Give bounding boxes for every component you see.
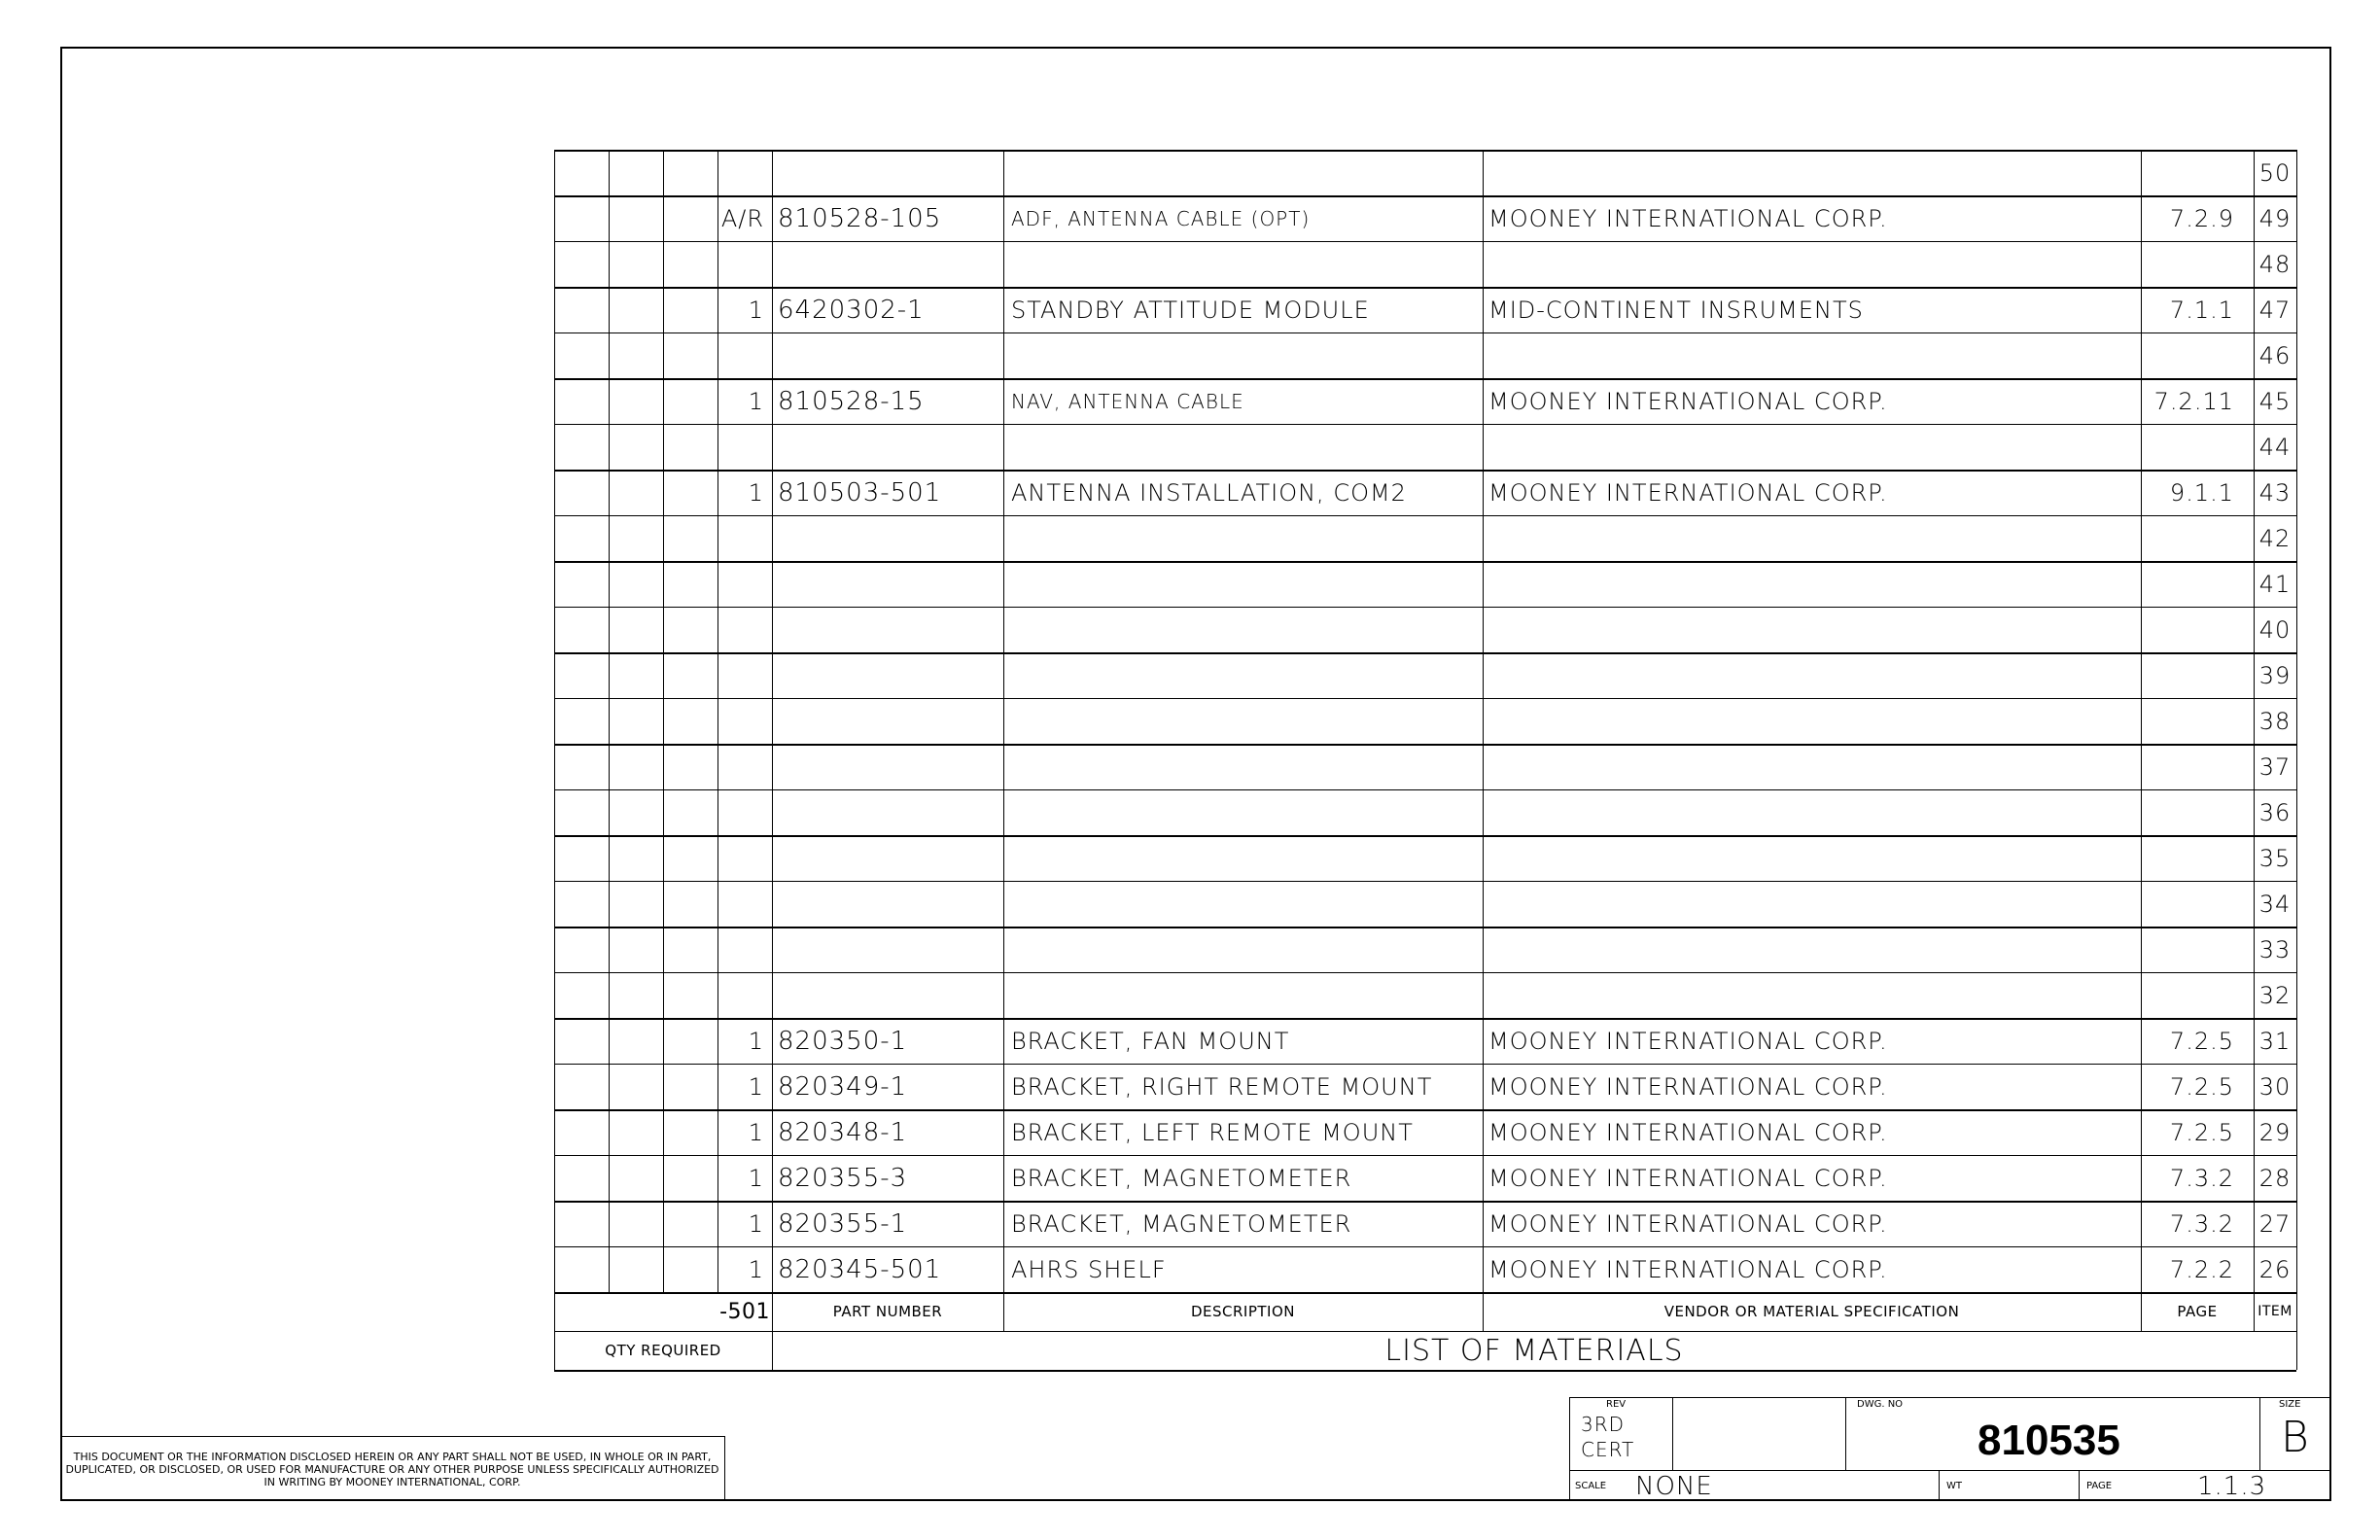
bom-vendor-cell: MOONEY INTERNATIONAL CORP. xyxy=(1488,1027,1888,1055)
list-of-materials-title: LIST OF MATERIALS xyxy=(1384,1333,1684,1368)
bom-desc-cell: BRACKET, FAN MOUNT xyxy=(1011,1027,1290,1055)
bom-desc-cell: AHRS SHELF xyxy=(1011,1255,1167,1283)
bom-item-cell: 44 xyxy=(2258,433,2292,461)
bom-item-cell: 47 xyxy=(2258,296,2292,324)
rev-label: REV xyxy=(1606,1399,1627,1410)
bom-part-cell xyxy=(772,652,1003,698)
bom-vendor-cell: MOONEY INTERNATIONAL CORP. xyxy=(1488,204,1888,232)
table-bottom-border xyxy=(554,1370,2296,1372)
bom-qty-cell: 1 xyxy=(748,478,764,507)
bom-desc-cell xyxy=(1003,150,1483,195)
bom-desc-cell: BRACKET, MAGNETOMETER xyxy=(1011,1209,1352,1238)
bom-desc-cell xyxy=(1003,332,1483,378)
bom-page-cell xyxy=(2141,789,2254,835)
header-dash-number: -501 xyxy=(719,1299,770,1324)
bom-desc-cell xyxy=(1003,881,1483,927)
bom-vendor-cell xyxy=(1483,881,2141,927)
bom-page-cell: 7.3.2 xyxy=(2169,1164,2234,1192)
bom-item-cell: 30 xyxy=(2258,1072,2292,1101)
bom-part-cell xyxy=(772,835,1003,881)
bom-part-cell xyxy=(772,927,1003,972)
bom-desc-cell: ANTENNA INSTALLATION, COM2 xyxy=(1011,478,1407,507)
bom-page-cell xyxy=(2141,652,2254,698)
bom-item-cell: 39 xyxy=(2258,661,2292,689)
bom-page-cell xyxy=(2141,241,2254,287)
bom-part-cell: 820350-1 xyxy=(778,1026,908,1056)
bom-vendor-cell xyxy=(1483,332,2141,378)
bom-page-cell xyxy=(2141,150,2254,195)
bom-page-cell: 7.2.9 xyxy=(2169,204,2234,232)
bom-desc-cell: STANDBY ATTITUDE MODULE xyxy=(1011,296,1370,324)
bom-qty-cell xyxy=(718,652,772,698)
header-item: ITEM xyxy=(2258,1304,2292,1319)
bom-part-cell xyxy=(772,607,1003,652)
bom-qty-cell: 1 xyxy=(748,296,764,324)
bom-vendor-cell xyxy=(1483,744,2141,789)
bom-part-cell: 820349-1 xyxy=(778,1071,908,1102)
column-separator xyxy=(609,150,610,1292)
bom-vendor-cell: MOONEY INTERNATIONAL CORP. xyxy=(1488,387,1888,415)
bom-desc-cell: ADF, ANTENNA CABLE (OPT) xyxy=(1011,206,1311,230)
bom-page-cell: 7.1.1 xyxy=(2169,296,2234,324)
header-page: PAGE xyxy=(2177,1303,2218,1320)
table-right-border xyxy=(2296,150,2297,1370)
tb-page-divider xyxy=(2079,1470,2080,1501)
bom-page-cell xyxy=(2141,835,2254,881)
bom-part-cell: 820355-3 xyxy=(778,1163,908,1193)
bom-item-cell: 48 xyxy=(2258,250,2292,278)
tb-left-line xyxy=(1569,1397,1570,1501)
size-value: B xyxy=(2281,1413,2310,1462)
bom-part-cell: 810503-501 xyxy=(778,477,942,508)
bom-vendor-cell xyxy=(1483,424,2141,470)
bom-qty-cell xyxy=(718,515,772,561)
bom-item-cell: 45 xyxy=(2258,387,2292,415)
bom-qty-cell xyxy=(718,424,772,470)
bom-item-cell: 50 xyxy=(2258,158,2292,187)
bom-qty-cell xyxy=(718,789,772,835)
bom-page-cell: 7.2.5 xyxy=(2169,1118,2234,1146)
bom-desc-cell xyxy=(1003,515,1483,561)
bom-qty-cell xyxy=(718,150,772,195)
bom-desc-cell: BRACKET, RIGHT REMOTE MOUNT xyxy=(1011,1072,1433,1101)
bom-desc-cell xyxy=(1003,835,1483,881)
bom-item-cell: 37 xyxy=(2258,752,2292,781)
bom-qty-cell: 1 xyxy=(748,1118,764,1146)
bom-item-cell: 26 xyxy=(2258,1255,2292,1283)
bom-qty-cell: 1 xyxy=(748,1209,764,1238)
bom-vendor-cell xyxy=(1483,927,2141,972)
bom-vendor-cell xyxy=(1483,972,2141,1018)
tb-dwg-divider xyxy=(1845,1397,1846,1470)
bom-item-cell: 36 xyxy=(2258,798,2292,826)
bom-page-cell xyxy=(2141,424,2254,470)
bom-vendor-cell xyxy=(1483,607,2141,652)
bom-part-cell xyxy=(772,424,1003,470)
bom-page-cell: 7.2.11 xyxy=(2153,387,2234,415)
tb-top-line xyxy=(1569,1397,2331,1398)
bom-qty-cell xyxy=(718,561,772,607)
bom-part-cell xyxy=(772,561,1003,607)
bom-page-cell xyxy=(2141,607,2254,652)
bom-vendor-cell: MOONEY INTERNATIONAL CORP. xyxy=(1488,478,1888,507)
bom-part-cell xyxy=(772,789,1003,835)
proprietary-notice xyxy=(60,1436,725,1501)
tb-mid-line xyxy=(1569,1470,2331,1471)
bom-page-cell: 9.1.1 xyxy=(2169,478,2234,507)
bom-vendor-cell xyxy=(1483,789,2141,835)
bom-page-cell xyxy=(2141,881,2254,927)
bom-vendor-cell xyxy=(1483,698,2141,744)
bom-qty-cell: A/R xyxy=(720,204,764,232)
bom-desc-cell xyxy=(1003,652,1483,698)
bom-vendor-cell: MOONEY INTERNATIONAL CORP. xyxy=(1488,1255,1888,1283)
title-block xyxy=(1569,1397,2331,1501)
bom-item-cell: 43 xyxy=(2258,478,2292,507)
bom-part-cell: 810528-15 xyxy=(778,386,925,416)
bom-page-cell xyxy=(2141,698,2254,744)
bom-qty-cell xyxy=(718,881,772,927)
list-of-materials-table xyxy=(554,150,2296,1368)
bom-part-cell xyxy=(772,150,1003,195)
bom-part-cell xyxy=(772,515,1003,561)
scale-label: SCALE xyxy=(1575,1481,1607,1491)
bom-part-cell xyxy=(772,881,1003,927)
bom-vendor-cell xyxy=(1483,561,2141,607)
bom-qty-cell xyxy=(718,332,772,378)
bom-vendor-cell: MID-CONTINENT INSRUMENTS xyxy=(1488,296,1864,324)
page-label: PAGE xyxy=(2086,1481,2113,1491)
size-label: SIZE xyxy=(2279,1399,2301,1410)
weight-label: WT xyxy=(1946,1481,1962,1491)
bom-desc-cell xyxy=(1003,927,1483,972)
header-description: DESCRIPTION xyxy=(1190,1303,1296,1320)
column-separator xyxy=(663,150,664,1292)
bom-qty-cell: 1 xyxy=(748,1027,764,1055)
bom-desc-cell xyxy=(1003,698,1483,744)
bom-item-cell: 28 xyxy=(2258,1164,2292,1192)
bom-item-cell: 41 xyxy=(2258,570,2292,598)
header-vendor: VENDOR OR MATERIAL SPECIFICATION xyxy=(1663,1303,1960,1320)
bom-desc-cell xyxy=(1003,744,1483,789)
bom-part-cell xyxy=(772,744,1003,789)
bom-vendor-cell: MOONEY INTERNATIONAL CORP. xyxy=(1488,1164,1888,1192)
proprietary-notice-text: THIS DOCUMENT OR THE INFORMATION DISCLOSED HEREIN OR ANY PART SHALL NOT BE USED, IN WHOLE OR IN PART, DUPLICATED, OR DISCLOSED, OR USED FOR MANUFACTURE OR ANY OTHER PURPOSE UNLESS SPECIFICALLY AUTHORIZED IN WRITING BY MOONEY INTERNATIONAL, CORP. xyxy=(65,1450,719,1488)
tb-wt-divider xyxy=(1939,1470,1940,1501)
bom-item-cell: 38 xyxy=(2258,707,2292,735)
bom-vendor-cell: MOONEY INTERNATIONAL CORP. xyxy=(1488,1209,1888,1238)
bom-vendor-cell xyxy=(1483,835,2141,881)
bom-qty-cell: 1 xyxy=(748,1255,764,1283)
bom-vendor-cell xyxy=(1483,515,2141,561)
tb-size-divider xyxy=(2259,1397,2260,1470)
bom-qty-cell: 1 xyxy=(748,1072,764,1101)
bom-item-cell: 27 xyxy=(2258,1209,2292,1238)
bom-page-cell: 7.3.2 xyxy=(2169,1209,2234,1238)
bom-item-cell: 46 xyxy=(2258,341,2292,369)
drawing-number: 810535 xyxy=(1978,1417,2120,1464)
bom-desc-cell xyxy=(1003,607,1483,652)
bom-vendor-cell xyxy=(1483,241,2141,287)
bom-qty-cell: 1 xyxy=(748,1164,764,1192)
bom-desc-cell xyxy=(1003,424,1483,470)
bom-desc-cell: NAV, ANTENNA CABLE xyxy=(1011,389,1244,413)
page-value: 1.1.3 xyxy=(2197,1472,2267,1501)
bom-desc-cell: BRACKET, MAGNETOMETER xyxy=(1011,1164,1352,1192)
rev-value-line2: CERT xyxy=(1581,1438,1635,1461)
bom-part-cell: 820348-1 xyxy=(778,1117,908,1147)
bom-page-cell xyxy=(2141,744,2254,789)
bom-page-cell xyxy=(2141,515,2254,561)
bom-page-cell: 7.2.5 xyxy=(2169,1072,2234,1101)
bom-desc-cell xyxy=(1003,561,1483,607)
bom-item-cell: 34 xyxy=(2258,890,2292,918)
scale-value: NONE xyxy=(1635,1472,1713,1501)
bom-desc-cell: BRACKET, LEFT REMOTE MOUNT xyxy=(1011,1118,1414,1146)
bom-item-cell: 29 xyxy=(2258,1118,2292,1146)
bom-part-cell: 6420302-1 xyxy=(778,295,925,325)
bom-part-cell xyxy=(772,698,1003,744)
bom-qty-cell xyxy=(718,972,772,1018)
bom-vendor-cell: MOONEY INTERNATIONAL CORP. xyxy=(1488,1118,1888,1146)
bom-vendor-cell xyxy=(1483,150,2141,195)
bom-vendor-cell: MOONEY INTERNATIONAL CORP. xyxy=(1488,1072,1888,1101)
bom-page-cell: 7.2.2 xyxy=(2169,1255,2234,1283)
bom-item-cell: 40 xyxy=(2258,615,2292,644)
bom-qty-cell xyxy=(718,835,772,881)
tb-rev-divider xyxy=(1672,1397,1673,1470)
footer-qty-required: QTY REQUIRED xyxy=(605,1342,721,1359)
bom-page-cell xyxy=(2141,927,2254,972)
bom-part-cell: 810528-105 xyxy=(778,203,942,233)
bom-item-cell: 33 xyxy=(2258,935,2292,963)
bom-page-cell xyxy=(2141,561,2254,607)
bom-desc-cell xyxy=(1003,972,1483,1018)
bom-qty-cell xyxy=(718,927,772,972)
bom-vendor-cell xyxy=(1483,652,2141,698)
bom-qty-cell xyxy=(718,698,772,744)
rev-value-line1: 3RD xyxy=(1581,1413,1626,1436)
bom-item-cell: 42 xyxy=(2258,524,2292,552)
header-part-number: PART NUMBER xyxy=(832,1303,943,1320)
bom-part-cell xyxy=(772,332,1003,378)
bom-part-cell xyxy=(772,241,1003,287)
bom-desc-cell xyxy=(1003,789,1483,835)
bom-item-cell: 32 xyxy=(2258,981,2292,1009)
bom-item-cell: 35 xyxy=(2258,844,2292,872)
bom-page-cell xyxy=(2141,972,2254,1018)
bom-page-cell xyxy=(2141,332,2254,378)
bom-page-cell: 7.2.5 xyxy=(2169,1027,2234,1055)
bom-qty-cell xyxy=(718,607,772,652)
bom-desc-cell xyxy=(1003,241,1483,287)
dwg-no-label: DWG. NO xyxy=(1857,1399,1904,1410)
bom-qty-cell xyxy=(718,744,772,789)
bom-part-cell: 820345-501 xyxy=(778,1254,942,1284)
bom-part-cell: 820355-1 xyxy=(778,1208,908,1239)
bom-item-cell: 49 xyxy=(2258,204,2292,232)
bom-item-cell: 31 xyxy=(2258,1027,2292,1055)
bom-qty-cell xyxy=(718,241,772,287)
bom-part-cell xyxy=(772,972,1003,1018)
bom-qty-cell: 1 xyxy=(748,387,764,415)
